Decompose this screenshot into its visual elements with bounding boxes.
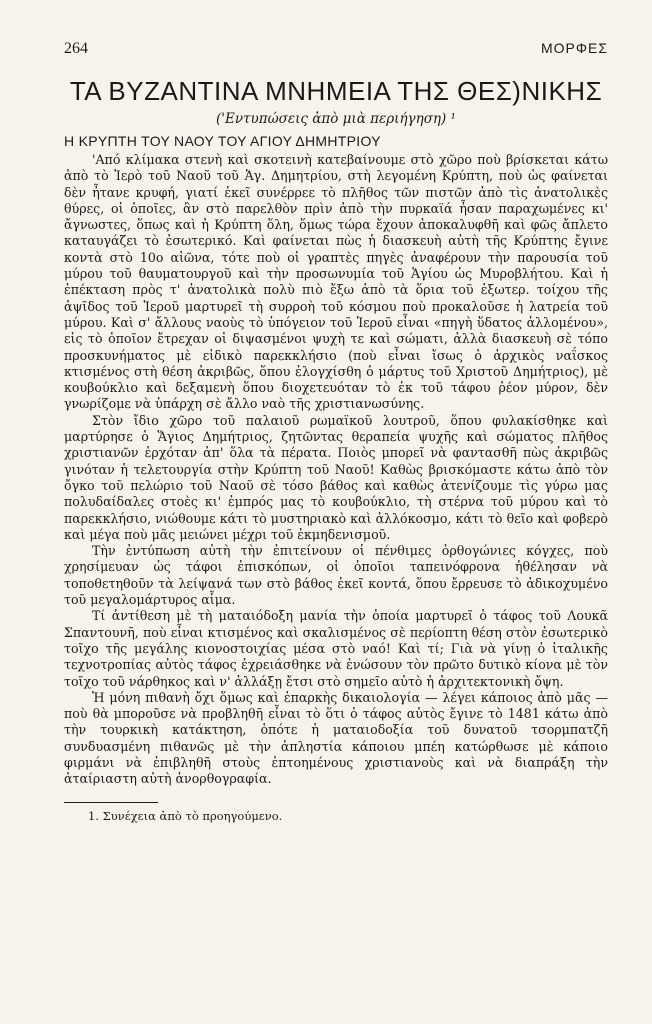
page-number: 264	[64, 40, 88, 57]
journal-name: ΜΟΡΦΕΣ	[540, 40, 608, 56]
paragraph-5: Ἡ μόνη πιθανὴ ὄχι ὅμως καὶ ἐπαρκὴς δικαιολογία — λέγει κάποιος ἀπὸ μᾶς — ποὺ θὰ μποροῦσε νὰ προβληθῆ εἶναι τὸ ὅτι ὁ τάφος αὐτὸς ἔγινε τὸ 1481 κάτω ἀπὸ τὴν τουρκικὴ κατάκτηση, ὁπότε ἡ ματαιοδοξία τοῦ δυνατοῦ τσορμπατζῆ συνδυασμένη πιθανῶς μὲ τὴν ἀπληστία κάποιου μπέη κατώρθωσε μὲ κάποιο φιρμάνι νὰ ἐπιβληθῆ στοὺς ἐπτοημένους χριστιανοὺς καὶ νὰ διαπράξη τὴν ἀταίριαστη αὐτὴ ἀνορθογραφία.	[64, 689, 608, 787]
paragraph-4: Τί ἀντίθεση μὲ τὴ ματαιόδοξη μανία τὴν ὁποία μαρτυρεῖ ὁ τάφος τοῦ Λουκᾶ Σπαντουνῆ, ποὺ εἶναι κτισμένος καὶ σκαλισμένος σὲ περίοπτη θέση στὸν ἐσωτερικὸ τοῖχο τῆς μεγάλης κιονοστοιχίας μέσα στὸ ναό! Καὶ τί; Γιὰ νὰ γίνῃ ὁ ἰταλικῆς τεχνοτροπίας αὐτὸς τάφος ἐχρειάσθηκε νὰ ἑνώσουν τὸν πρῶτο δυτικὸ κίονα μὲ τὸν τοῖχο τοῦ νάρθηκος καὶ ν' ἀλλάξῃ ἔτσι στὸ σημεῖο αὐτὸ ἡ ἀρχιτεκτονικὴ ὄψη.	[64, 608, 608, 689]
page-header	[64, 40, 608, 58]
paragraph-2: Στὸν ἴδιο χῶρο τοῦ παλαιοῦ ρωμαϊκοῦ λουτροῦ, ὅπου φυλακίσθηκε καὶ μαρτύρησε ὁ Ἅγιος Δημήτριος, ζητῶντας θεραπεία ψυχῆς καὶ σώματος πλῆθος χριστιανῶν ἐρχόταν ἀπ' ὅλα τὰ πέρατα. Ποιὸς μπορεῖ νὰ φαντασθῆ πὼς ἀκριβῶς γινόταν ἡ τελετουργία στὴν Κρύπτη τοῦ Ναοῦ! Καθὼς βρισκόμαστε κάτω ἀπὸ τὸν ὄγκο τοῦ πελώριο τοῦ Ναοῦ σὲ τόσο βάθος καὶ καθὼς ἀτενίζουμε τὶς γύρω μας πολυδαίδαλες στοὲς κι' ἐμπρός μας τὸ κουβούκλιο, τὴ στέρνα τοῦ μύρου καὶ τὸ παρεκκλήσιο, νιώθουμε κάτι τὸ μυστηριακὸ καὶ ἀλλόκοσμο, κάτι τὸ θεῖο καὶ φοβερὸ καὶ μέγα ποὺ μᾶς μειώνει μέχρι τοῦ ἐκμηδενισμοῦ.	[64, 412, 608, 542]
article-title: ΤΑ ΒΥΖΑΝΤΙΝΑ ΜΝΗΜΕΙΑ ΤΗΣ ΘΕΣ)ΝΙΚΗΣ	[69, 76, 603, 106]
footnote: 1. Συνέχεια ἀπὸ τὸ προηγούμενο.	[88, 808, 283, 823]
article-subtitle: ('Εντυπώσεις ἀπὸ μιὰ περιήγηση) ¹	[216, 111, 456, 127]
footnote-divider	[64, 802, 158, 803]
article-body	[64, 152, 608, 788]
section-heading: Η ΚΡΥΠΤΗ ΤΟΥ ΝΑΟΥ ΤΟΥ ΑΓΙΟΥ ΔΗΜΗΤΡΙΟΥ	[64, 133, 381, 149]
paragraph-1: 'Από κλίμακα στενὴ καὶ σκοτεινὴ κατεβαίνουμε στὸ χῶρο ποὺ βρίσκεται κάτω ἀπὸ τὸ Ἱερὸ τοῦ Ναοῦ τοῦ Ἁγ. Δημητρίου, στὴ λεγομένη Κρύπτη, ποὺ ὡς φαίνεται δὲν ἦτανε κρυφή, γιατί ἐκεῖ συνέρρεε τὸ πλῆθος τῶν πιστῶν ἀπὸ τὶς ἀνατολικὲς θύρες, οἱ ὁποῖες, ἂν στὸ παρελθὸν πρὶν ἀπὸ τὴν πυρκαϊά ἦσαν παραχωμένες κι' ἄγνωστες, ὅπως καὶ ἡ Κρύπτη ὅλη, ὅμως τώρα ἔχουν ἀποκαλυφθῆ καὶ φῶς ἄπλετο καταυγάζει τὸ ἐσωτερικό. Καὶ φαίνεται πὼς ἡ διασκευὴ αὐτὴ τῆς Κρύπτης ἔγινε κοντὰ στὸ 10ο αἰῶνα, τότε ποὺ οἱ γραπτὲς πηγὲς ἀναφέρουν τὴν παρουσία τοῦ μύρου τοῦ θαυματουργοῦ καὶ τὴν προσωνυμία τοῦ Ἁγίου ὡς Μυροβλήτου. Καὶ ἡ ἐπέκταση πρὸς τ' ἀνατολικὰ πολὺ πιὸ ἔξω ἀπὸ τὰ ὅρια τοῦ ἐξωτερ. τοίχου τῆς ἀψῖδος τοῦ Ἱεροῦ μαρτυρεῖ τὴ συρροὴ τοῦ κόσμου ποὺ προκαλοῦσε ἡ λατρεία τοῦ μύρου. Καὶ σ' ἄλλους ναοὺς τὸ ὑπόγειον τοῦ Ἱεροῦ εἶναι «πηγὴ ὕδατος ἁλλομένου», εἰς τὸ ὁποῖον ἔτρεχαν οἱ διψασμένοι ψυχὴ τε καὶ σώματι, ἀλλὰ διασκευὴ σὲ τόπο προσκυνήματος μὲ εἰδικὸ παρεκκλήσιο (ποὺ εἶναι ἴσως ὁ ἀρχικὸς ναΐσκος κτισμένος στὴ θέση ἀκριβῶς, ὅπου ἐλογχίσθη ὁ μάρτυς τοῦ Χριστοῦ Δημήτριος), μὲ κουβούκλιο καὶ δεξαμενὴ ὅπου διοχετευόταν τὸ ἐκ τοῦ τάφου ῥέον μύρον, δὲν γνωρίζομε νὰ ὑπάρχη σὲ ἄλλο ναὸ τῆς χριστιανωσύνης.	[64, 152, 608, 412]
paragraph-3: Τὴν ἐντύπωση αὐτὴ τὴν ἐπιτείνουν οἱ πένθιμες ὀρθογώνιες κόγχες, ποὺ χρησίμευαν ὡς τάφοι ἐπισκόπων, οἱ ὁποῖοι ταπεινόφρονα ἠθέλησαν νὰ τοποθετηθοῦν τὰ λείψανά των στὸ βάθος ἐκεῖ κοντά, ὅπου ἔρρευσε τὸ ἀδικοχυμένο τοῦ μεγαλομάρτυρος αἷμα.	[64, 543, 608, 608]
